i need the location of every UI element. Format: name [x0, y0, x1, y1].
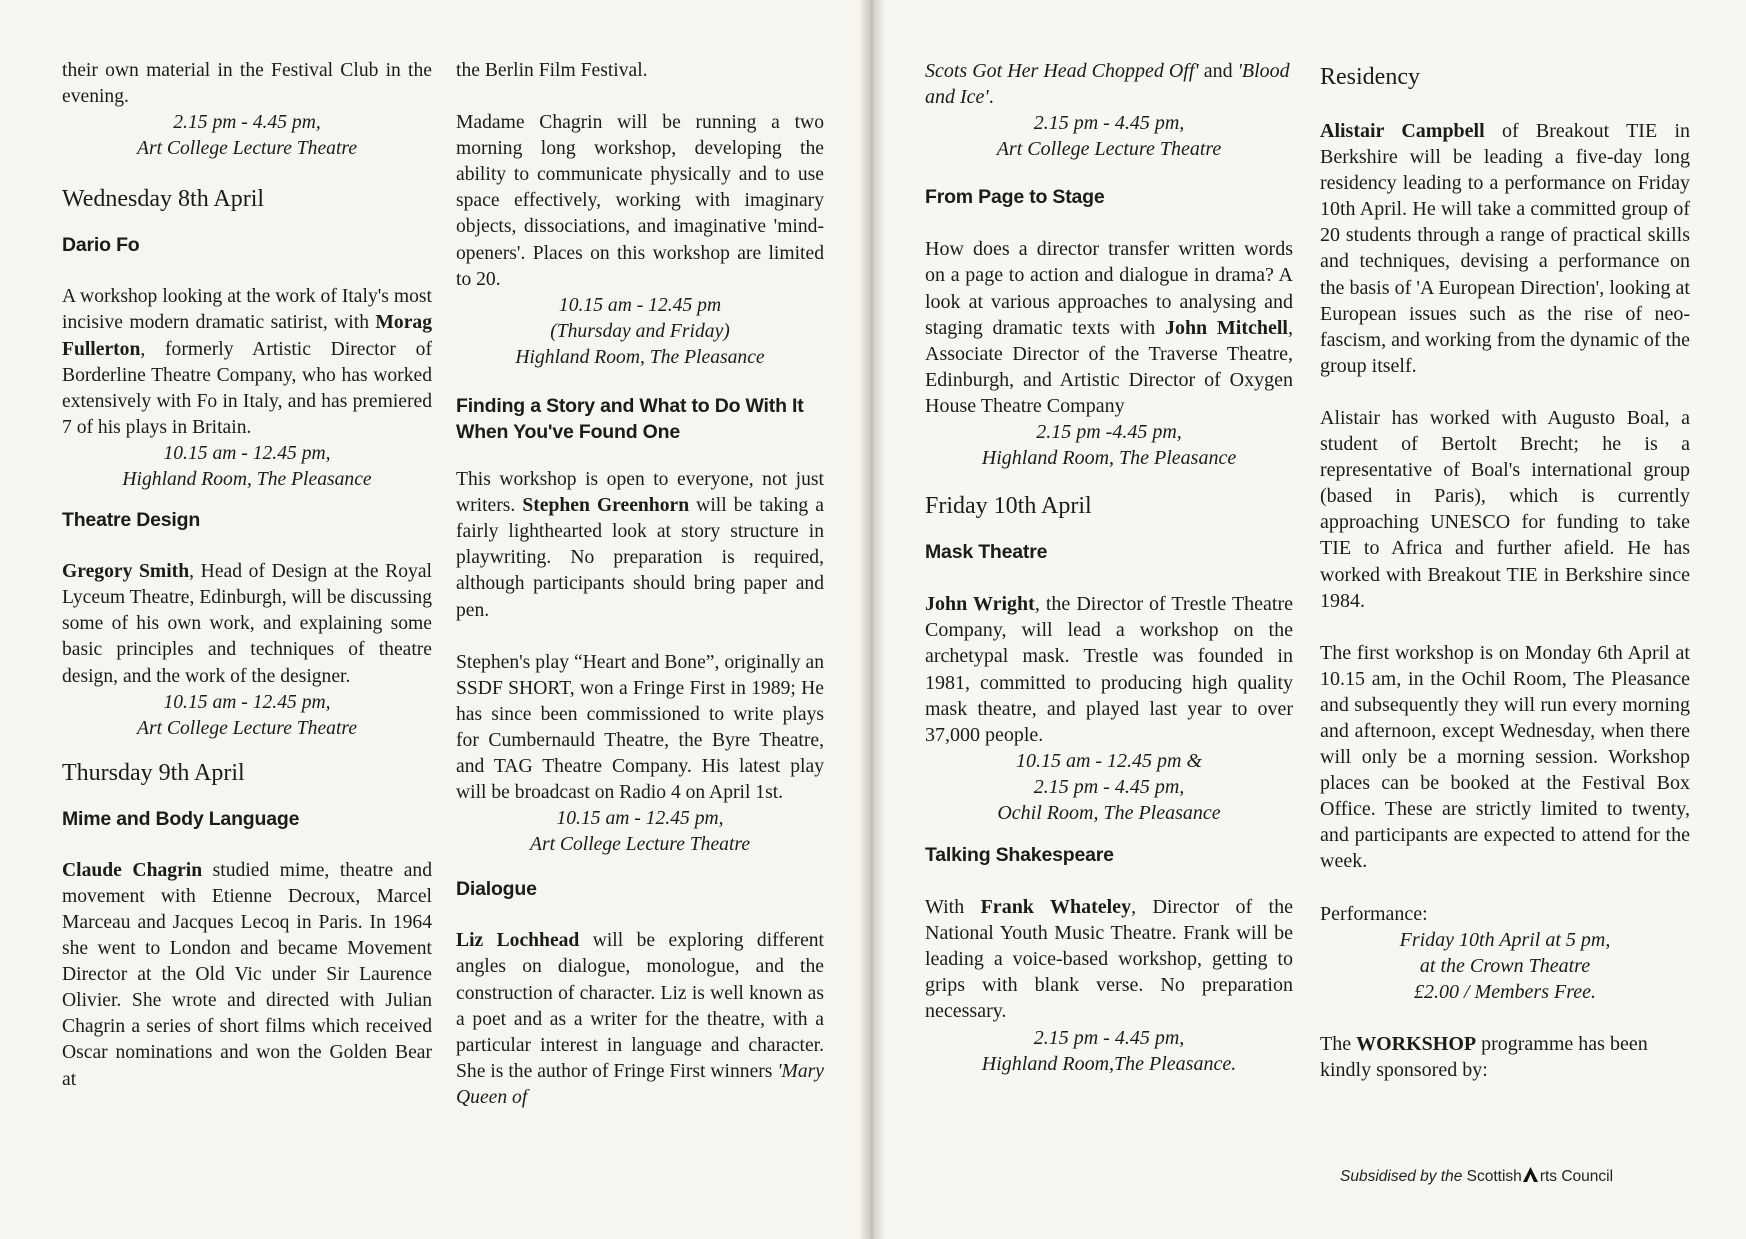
leader-name: John Mitchell — [1164, 316, 1288, 339]
workshop-time: 2.15 pm - 4.45 pm, — [1033, 112, 1185, 135]
sponsor-text: The WORKSHOP programme has been kindly sponsored by: — [1320, 1032, 1648, 1081]
performance-venue: at the Crown Theatre — [1419, 954, 1591, 977]
day-heading-friday: Friday 10th April — [925, 493, 1092, 520]
workshop-desc-story-2: Stephen's play “Heart and Bone”, originally an SSDF SHORT, won a Fringe First in 1989; He has since been commissioned to write plays for Cumbernauld Theatre, the Byre Theatre, and TAG Theatre Company. His latest play will be broadcast on Radio 4 on April 1st. — [456, 651, 824, 804]
workshop-title-mask-theatre: Mask Theatre — [925, 541, 1048, 564]
workshop-desc-mask-theatre: John Wright, the Director of Trestle Theatre Company, will lead a workshop on the archetypal mask. Trestle was founded in 1981, committed to producing high quality mask theatre, and played last year to over 37,000 people. — [925, 593, 1294, 746]
workshop-desc-mime: Claude Chagrin studied mime, theatre and movement with Etienne Decroux, Marcel Marceau and Jacques Lecoq in Paris. In 1964 she went to London and became Movement Director at the Old Vic under Sir Laurence Olivier. She wrote and directed with Julian Chagrin a series of short films which received Oscar nominations and won the Golden Bear at — [62, 859, 432, 1090]
workshop-desc-story: This workshop is open to everyone, not just writers. Stephen Greenhorn will be taking a fairly lighthearted look at story structure in playwriting. No preparation is required, although participants should bring paper and pen. — [456, 469, 824, 621]
workshop-venue: Highland Room, The Pleasance — [122, 469, 372, 491]
workshop-title-dialogue: Dialogue — [456, 878, 537, 901]
residency-desc: Alistair Campbell of Breakout TIE in Berkshire will be leading a five-day long residency leading to a performance on Friday 10th April. He will take a committed group of 20 students through a range of practical skills and techniques, devising a performance on the basis of 'A European Direction', looking at European issues such as the rise of neo-fascism, and working from the dynamic of the group itself. — [1320, 120, 1690, 377]
workshop-venue: Ochil Room, The Pleasance — [997, 801, 1221, 824]
workshop-venue: Art College Lecture Theatre — [529, 834, 751, 856]
subsidy-org-arts-council: rts Council — [1539, 1168, 1614, 1185]
workshop-venue: Highland Room, The Pleasance — [515, 346, 765, 368]
column-4 — [1320, 58, 1690, 1083]
residency-desc-2: Alistair has worked with Augusto Boal, a student of Bertolt Brecht; he is a representative of Boal's international group (based in Paris), which is currently approaching UNESCO for funding to take TIE to Africa and further afield. He has worked with Breakout TIE in Berkshire since 1984. — [1320, 406, 1690, 612]
workshop-time: 10.15 am - 12.45 pm & — [1015, 749, 1203, 772]
day-heading-thursday: Thursday 9th April — [62, 759, 245, 786]
workshop-time: 10.15 am - 12.45 pm, — [556, 808, 724, 830]
leader-name: Morag Fullerton — [62, 312, 432, 360]
workshop-venue: Art College Lecture Theatre — [996, 138, 1222, 161]
subsidy-label: Subsidised by the — [1340, 1168, 1463, 1185]
residency-desc-3: The first workshop is on Monday 6th April at 10.15 am, in the Ochil Room, The Pleasance and subsequently they will run every morning and afternoon, except Wednesday, when there will only be a morning session. Workshop places can be booked at the Festival Box Office. These are strictly limited to twenty, and participants are expected to attend for the week. — [1320, 641, 1690, 873]
workshop-desc-page-to-stage: How does a director transfer written words on a page to action and dialogue in drama? A look at various approaches to analysing and staging dramatic texts with John Mitchell, Associate Director of the Traverse Theatre, Edinburgh, and Artistic Director of Oxygen House Theatre Company — [925, 238, 1293, 417]
intro-venue: Art College Lecture Theatre — [136, 138, 358, 160]
leader-name: Frank Whateley — [980, 896, 1132, 919]
workshop-venue: Highland Room, The Pleasance — [981, 447, 1237, 470]
intro-time: 2.15 pm - 4.45 pm, — [173, 112, 321, 134]
leader-name: John Wright — [925, 593, 1035, 616]
leader-name: Claude Chagrin — [62, 859, 203, 881]
performance-time: Friday 10th April at 5 pm, — [1399, 928, 1611, 951]
leader-name: Gregory Smith — [62, 561, 190, 583]
arts-council-a-logo-icon — [1523, 1167, 1538, 1182]
workshop-title-finding-a-story: Finding a Story and What to Do With It When You've Found One — [456, 395, 804, 444]
workshop-desc-shakespeare: With Frank Whateley, Director of the National Youth Music Theatre. Frank will be leading a voice-based workshop, getting to grips with blank verse. No preparation necessary. — [925, 896, 1293, 1023]
workshop-time: 10.15 am - 12.45 pm, — [163, 691, 331, 713]
column-1 — [62, 58, 432, 1093]
workshop-title-page-to-stage: From Page to Stage — [925, 186, 1105, 209]
workshop-desc-dialogue: Liz Lochhead will be exploring different angles on dialogue, monologue, and the construction of character. Liz is well known as a poet and as a writer for the theatre, with a particular interest in language and character. She is the author of Fringe First winners 'Mary Queen of — [456, 930, 825, 1108]
workshop-title-mime: Mime and Body Language — [62, 807, 300, 830]
workshop-desc-mime-2: Madame Chagrin will be running a two morning long workshop, developing the ability to communicate physically and to use space effectively, working with imaginary objects, dissociations, and imaginative 'mind-openers'. Places on this workshop are limited to 20. — [456, 112, 824, 290]
performance-price: £2.00 / Members Free. — [1414, 980, 1596, 1003]
column-2 — [456, 58, 824, 1111]
residency-heading: Residency — [1320, 64, 1420, 90]
workshop-desc-theatre-design: Gregory Smith, Head of Design at the Royal Lyceum Theatre, Edinburgh, will be discussing some of his own work, and explaining some basic principles and techniques of theatre design, and the work of the designer. — [62, 561, 432, 687]
continued-text: the Berlin Film Festival. — [456, 60, 648, 81]
subsidy-org-scottish: Scottish — [1466, 1168, 1522, 1185]
workshop-venue: Highland Room,The Pleasance. — [981, 1052, 1237, 1075]
workshop-title-theatre-design: Theatre Design — [62, 509, 201, 532]
leader-name: Stephen Greenhorn — [522, 495, 690, 517]
performance-label: Performance: — [1320, 902, 1428, 925]
workshop-title-dario-fo: Dario Fo — [62, 234, 140, 257]
workshop-time: 2.15 pm - 4.45 pm, — [1033, 775, 1185, 798]
workshop-time: 2.15 pm - 4.45 pm, — [1033, 1026, 1185, 1049]
workshop-time: 2.15 pm -4.45 pm, — [1036, 421, 1182, 444]
workshop-title-talking-shakespeare: Talking Shakespeare — [925, 844, 1114, 867]
column-3 — [925, 58, 1293, 1077]
subsidy-credit — [1340, 1167, 1613, 1186]
intro-text: their own material in the Festival Club in the evening. — [62, 60, 432, 108]
page-gutter — [860, 0, 884, 1239]
continued-text: Scots Got Her Head Chopped Off' and 'Blood and Ice'. — [925, 60, 1290, 109]
leader-name: Alistair Campbell — [1320, 120, 1485, 142]
day-heading-wednesday: Wednesday 8th April — [62, 186, 265, 213]
workshop-time: 10.15 am - 12.45 pm — [558, 294, 722, 316]
workshop-desc-dario-fo: A workshop looking at the work of Italy's most incisive modern dramatic satirist, with Morag Fullerton, formerly Artistic Director of Borderline Theatre Company, who has worked extensively with Fo in Italy, and has premiered 7 of his plays in Britain. — [62, 286, 432, 438]
leader-name: Liz Lochhead — [456, 930, 580, 952]
workshop-venue: Art College Lecture Theatre — [136, 717, 358, 739]
workshop-days: (Thursday and Friday) — [550, 320, 730, 342]
workshop-time: 10.15 am - 12.45 pm, — [163, 442, 331, 464]
